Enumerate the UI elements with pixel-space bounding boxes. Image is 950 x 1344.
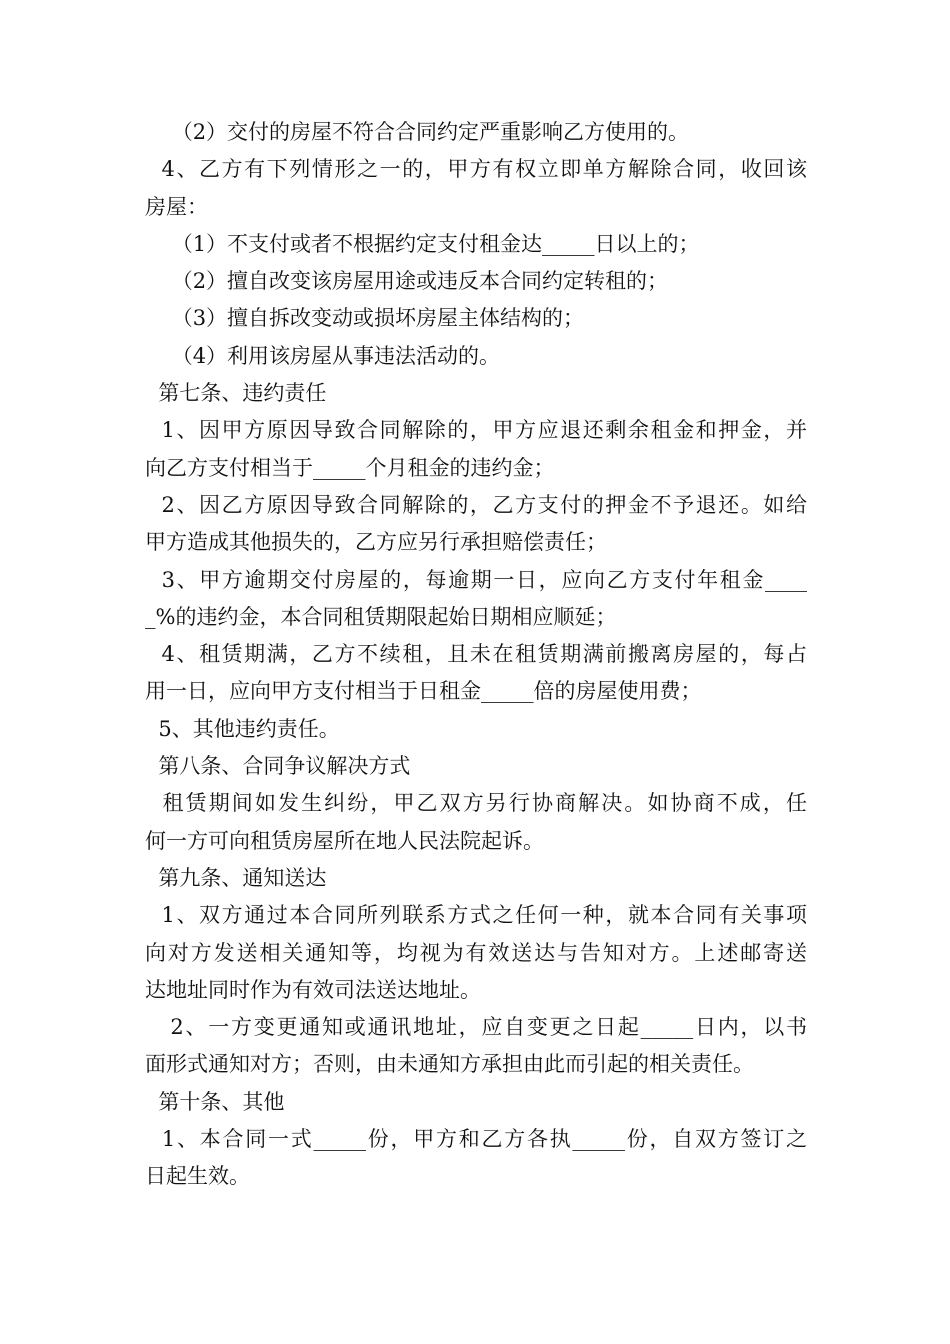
text-line: 第七条、违约责任 [145, 381, 327, 406]
text-line: 4、租赁期满，乙方不续租，且未在租赁期满前搬离房屋的，每占 [145, 642, 807, 667]
text-line: 1、因甲方原因导致合同解除的，甲方应退还剩余租金和押金，并 [145, 418, 807, 443]
text-line: 2、因乙方原因导致合同解除的，乙方支付的押金不予退还。如给 [145, 492, 807, 517]
text-line: 何一方可向租赁房屋所在地人民法院起诉。 [145, 828, 544, 853]
text-line: 第十条、其他 [145, 1089, 285, 1114]
text-line: 房屋： [145, 194, 208, 219]
text-line: 面形式通知对方；否则，由未通知方承担由此而引起的相关责任。 [145, 1052, 754, 1077]
text-line: （3）擅自拆改变动或损坏房屋主体结构的； [145, 306, 585, 331]
text-line: （4）利用该房屋从事违法活动的。 [145, 343, 501, 368]
text-line: 达地址同时作为有效司法送达地址。 [145, 977, 481, 1002]
text-line: 5、其他违约责任。 [145, 716, 340, 741]
text-line: 日起生效。 [145, 1164, 250, 1189]
text-line: 向对方发送相关通知等，均视为有效送达与告知对方。上述邮寄送 [145, 940, 807, 965]
text-line: 用一日，应向甲方支付相当于日租金_____倍的房屋使用费； [145, 679, 702, 704]
text-line: 3、甲方逾期交付房屋的，每逾期一日，应向乙方支付年租金____ [145, 567, 807, 592]
text-line: 1、本合同一式_____份，甲方和乙方各执_____份，自双方签订之 [145, 1127, 807, 1152]
text-line: （1）不支付或者不根据约定支付租金达_____日以上的； [145, 231, 700, 256]
text-line: （2）擅自改变该房屋用途或违反本合同约定转租的； [145, 269, 669, 294]
text-line: 1、双方通过本合同所列联系方式之任何一种，就本合同有关事项 [145, 903, 807, 928]
text-line: 向乙方支付相当于_____个月租金的违约金； [145, 455, 555, 480]
text-line: 第九条、通知送达 [145, 865, 327, 890]
text-line: 租赁期间如发生纠纷，甲乙双方另行协商解决。如协商不成，任 [145, 791, 807, 816]
text-line: 2、一方变更通知或通讯地址，应自变更之日起_____日内，以书 [145, 1015, 807, 1040]
text-line: 第八条、合同争议解决方式 [145, 754, 411, 779]
text-line: 4、乙方有下列情形之一的，甲方有权立即单方解除合同，收回该 [145, 157, 807, 182]
document-page [145, 114, 807, 1196]
text-line: 甲方造成其他损失的，乙方应另行承担赔偿责任； [145, 530, 607, 555]
text-line: _%的违约金，本合同租赁期限起始日期相应顺延； [145, 604, 617, 629]
text-line: （2）交付的房屋不符合合同约定严重影响乙方使用的。 [145, 120, 690, 144]
